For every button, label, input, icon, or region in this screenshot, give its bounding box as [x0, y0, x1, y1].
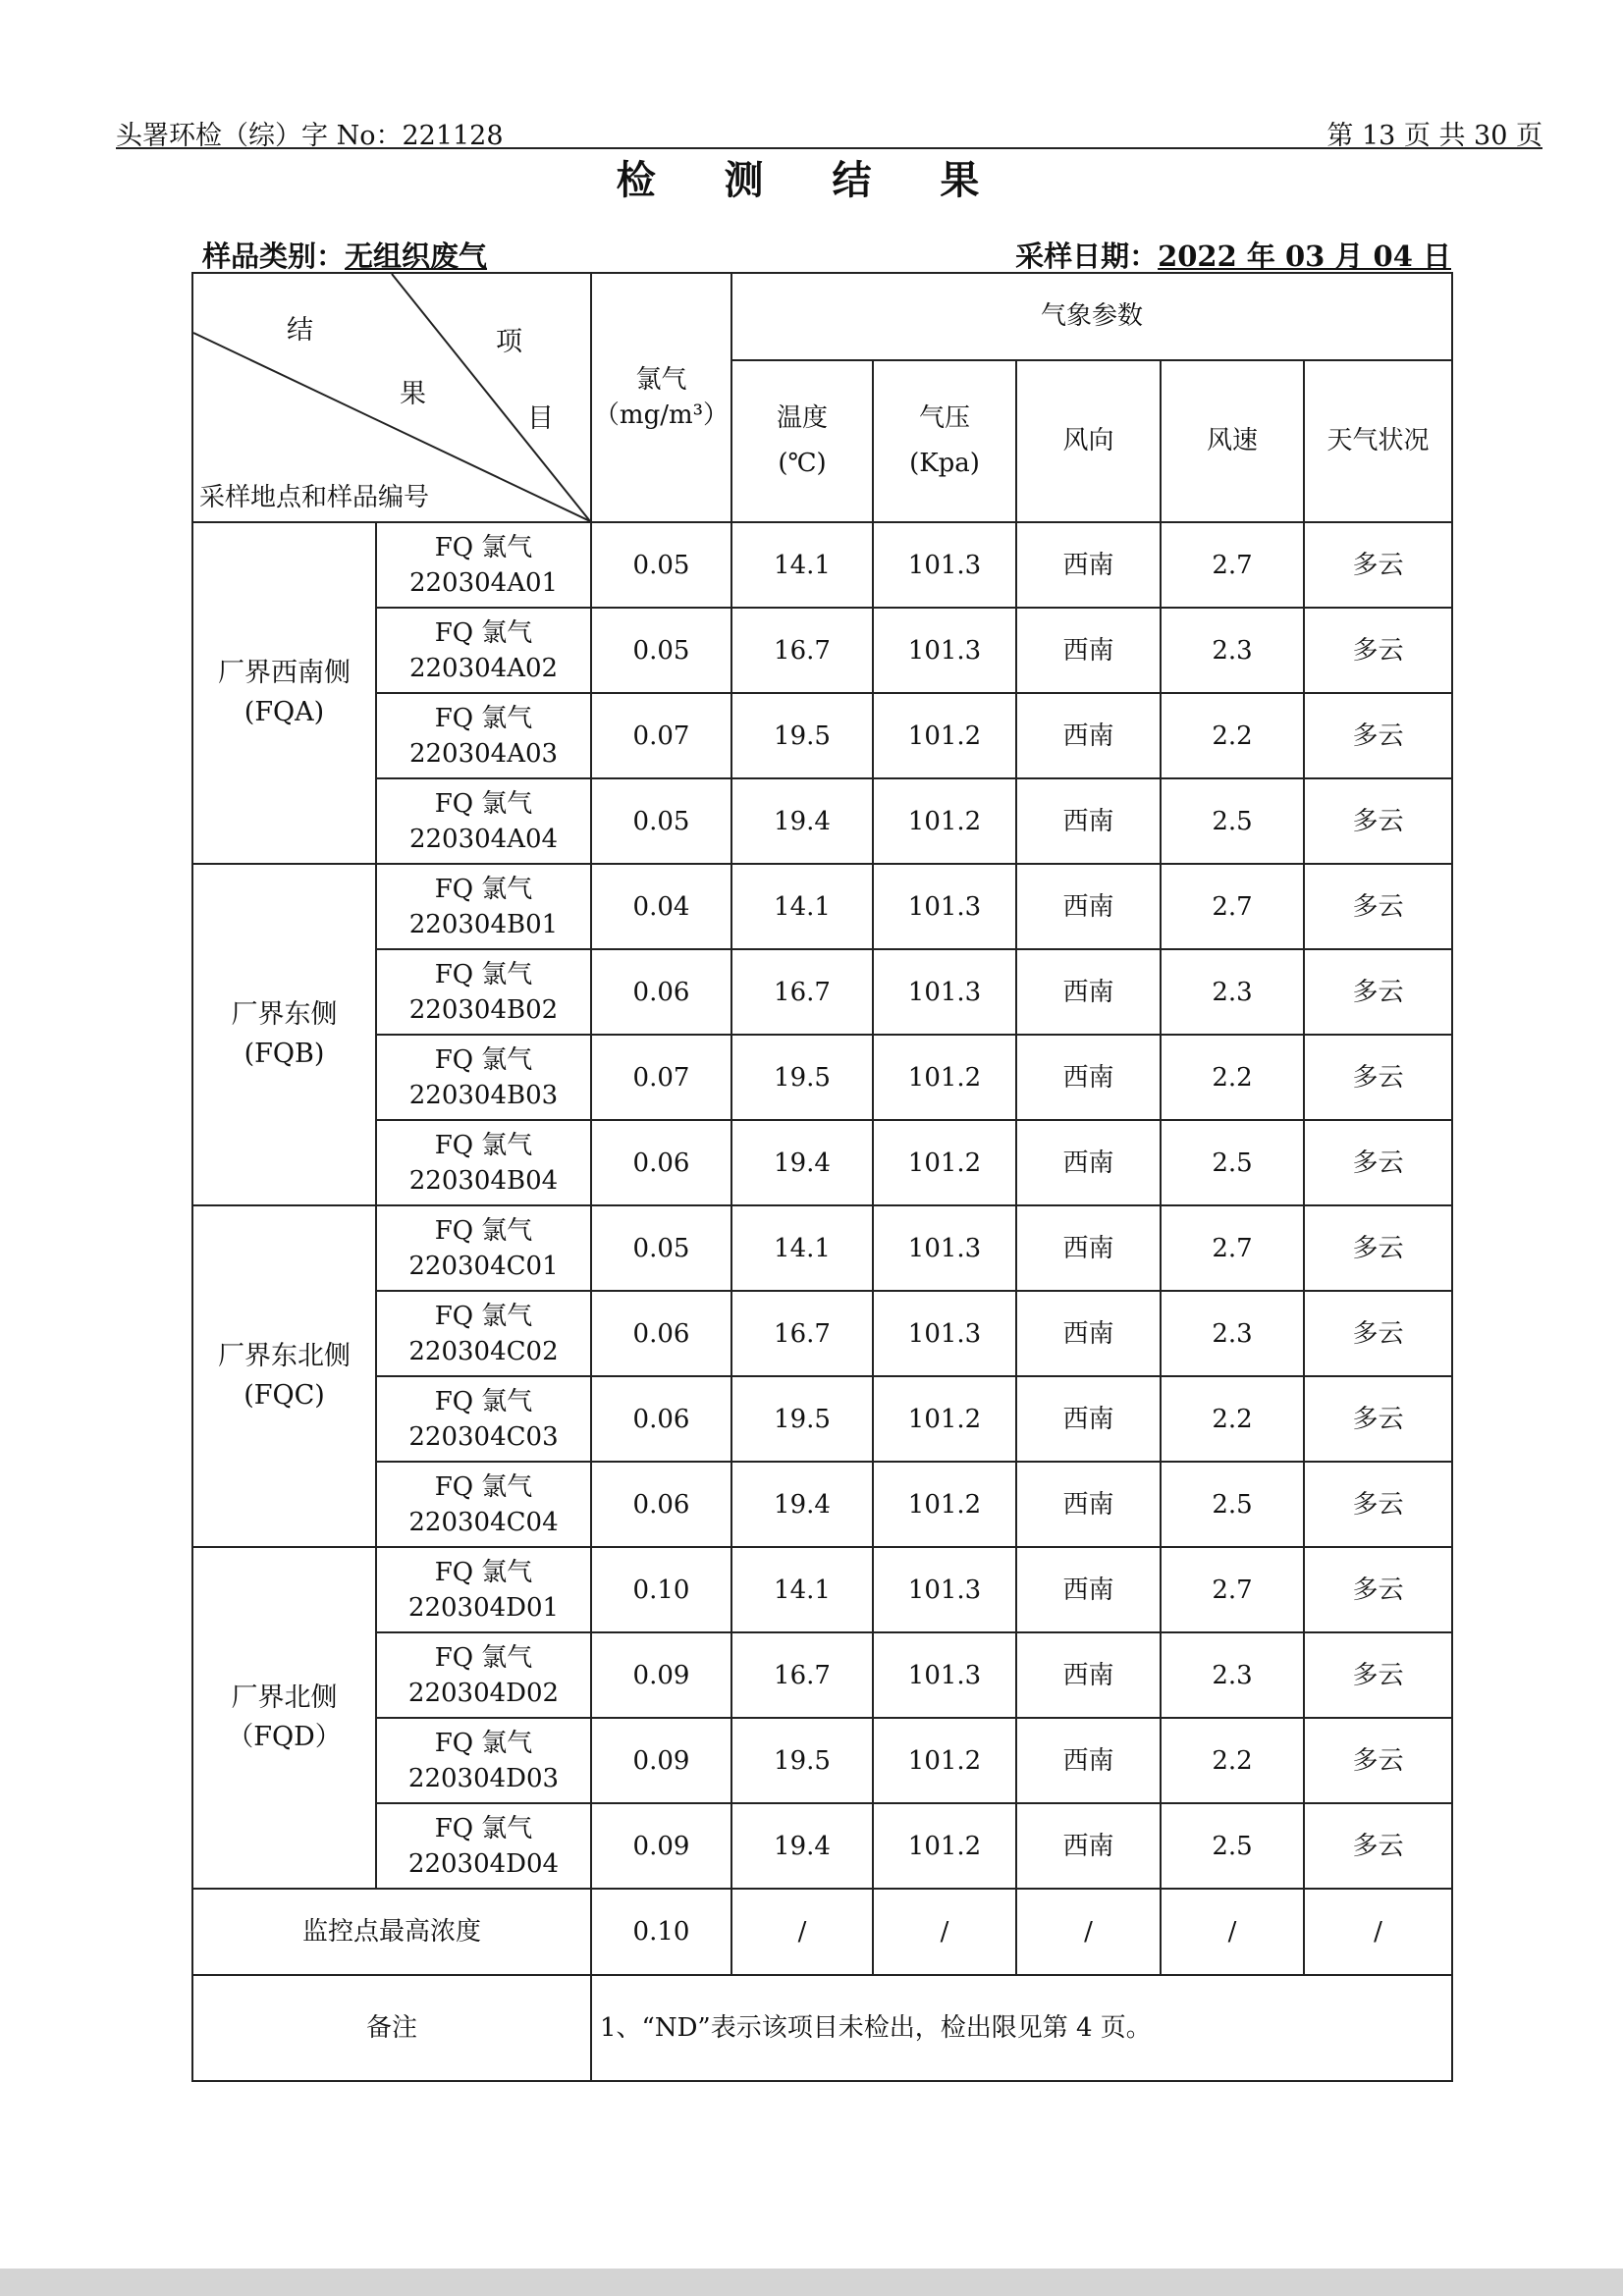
remark-row — [192, 1975, 1452, 2081]
chlorine-cell: 0.05 — [591, 1205, 731, 1291]
location-code: （FQD） — [227, 1722, 342, 1752]
sample-cell — [376, 1035, 591, 1120]
sample-date — [1015, 235, 1451, 275]
weather-cell: 多云 — [1304, 1632, 1452, 1718]
sample-id: 220304A04 — [408, 824, 559, 854]
weather-cell: 多云 — [1304, 778, 1452, 864]
temperature-cell: 19.5 — [731, 1718, 873, 1803]
temperature-cell: 16.7 — [731, 1632, 873, 1718]
sample-name: FQ 氯气 — [434, 1130, 533, 1160]
pressure-cell: 101.3 — [873, 1291, 1016, 1376]
temperature-cell: 16.7 — [731, 949, 873, 1035]
wind-direction-cell: 西南 — [1016, 1205, 1161, 1291]
table-row — [192, 1632, 1452, 1718]
weather-cell: 多云 — [1304, 1291, 1452, 1376]
sample-id: 220304A02 — [408, 653, 559, 683]
sample-id: 220304D03 — [407, 1763, 560, 1793]
table-row — [192, 522, 1452, 608]
weather-cell: 多云 — [1304, 1035, 1452, 1120]
location-name: 厂界北侧 — [231, 1682, 338, 1713]
location-code: (FQB) — [243, 1039, 325, 1069]
temperature-cell: 14.1 — [731, 522, 873, 608]
table-row — [192, 778, 1452, 864]
chlorine-cell: 0.10 — [591, 1547, 731, 1632]
table-row — [192, 1205, 1452, 1291]
sample-id: 220304B02 — [408, 994, 559, 1025]
weather-cell: 多云 — [1304, 522, 1452, 608]
wind-speed-cell: 2.3 — [1161, 1632, 1304, 1718]
chlorine-cell: 0.06 — [591, 1376, 731, 1462]
chlorine-cell: 0.05 — [591, 778, 731, 864]
temperature-header-name: 温度 — [776, 403, 828, 434]
temperature-cell: 19.4 — [731, 1462, 873, 1547]
pressure-cell: 101.2 — [873, 778, 1016, 864]
table-row — [192, 864, 1452, 949]
pressure-cell: 101.2 — [873, 1376, 1016, 1462]
wind-direction-cell: 西南 — [1016, 1803, 1161, 1889]
sample-date-value: 2022 年 03 月 04 日 — [1158, 240, 1451, 273]
wind-direction-cell: 西南 — [1016, 1547, 1161, 1632]
wind-speed-cell: 2.2 — [1161, 1376, 1304, 1462]
corner-label-fruit: 果 — [400, 379, 426, 409]
weather-cell: 多云 — [1304, 608, 1452, 693]
sample-cell — [376, 693, 591, 778]
sample-name: FQ 氯气 — [434, 874, 533, 904]
weather-cell: 多云 — [1304, 864, 1452, 949]
sample-cell — [376, 1803, 591, 1889]
table-row — [192, 1462, 1452, 1547]
weather-cell: 多云 — [1304, 1462, 1452, 1547]
sample-name: FQ 氯气 — [434, 617, 533, 648]
location-code: (FQA) — [243, 697, 325, 727]
pressure-cell: 101.3 — [873, 864, 1016, 949]
sample-cell — [376, 949, 591, 1035]
sample-type-label: 样品类别： — [202, 240, 346, 273]
table-row — [192, 1376, 1452, 1462]
wind-direction-cell: 西南 — [1016, 693, 1161, 778]
table-row — [192, 1291, 1452, 1376]
pressure-header-unit: (Kpa) — [909, 449, 980, 479]
location-group-cell — [192, 1547, 376, 1889]
results-table-container — [191, 272, 1451, 2082]
weather-cell: 多云 — [1304, 1803, 1452, 1889]
temperature-cell: 16.7 — [731, 1291, 873, 1376]
scan-bottom-edge — [0, 2269, 1623, 2296]
chlorine-cell: 0.06 — [591, 1120, 731, 1205]
sample-cell — [376, 608, 591, 693]
pressure-header-name: 气压 — [918, 403, 970, 434]
sample-name: FQ 氯气 — [434, 1044, 533, 1075]
remark-label: 备注 — [192, 1975, 591, 2081]
weather-header: 气象参数 — [731, 273, 1452, 360]
sample-name: FQ 氯气 — [434, 532, 533, 562]
sample-cell — [376, 778, 591, 864]
sample-name: FQ 氯气 — [434, 1301, 533, 1331]
pressure-cell: 101.3 — [873, 522, 1016, 608]
pressure-cell: 101.3 — [873, 949, 1016, 1035]
wind-direction-cell: 西南 — [1016, 1291, 1161, 1376]
weather-cell: 多云 — [1304, 1547, 1452, 1632]
corner-label-mu: 目 — [527, 403, 554, 434]
wind-direction-cell: 西南 — [1016, 1462, 1161, 1547]
chlorine-cell: 0.09 — [591, 1718, 731, 1803]
wind-direction-cell: 西南 — [1016, 522, 1161, 608]
page-info: 第 13 页 共 30 页 — [1326, 121, 1542, 151]
report-number: 头署环检（综）字 No：221128 — [116, 121, 504, 151]
chlorine-cell: 0.05 — [591, 608, 731, 693]
sample-name: FQ 氯气 — [434, 1557, 533, 1587]
chlorine-cell: 0.06 — [591, 1462, 731, 1547]
corner-header-cell — [192, 273, 591, 522]
wind-direction-cell: 西南 — [1016, 949, 1161, 1035]
wind-speed-cell: 2.5 — [1161, 1120, 1304, 1205]
location-group-cell — [192, 522, 376, 864]
sample-id: 220304A01 — [408, 567, 559, 598]
location-name: 厂界东北侧 — [218, 1341, 351, 1371]
chlorine-cell: 0.07 — [591, 693, 731, 778]
pressure-cell: 101.2 — [873, 1462, 1016, 1547]
chlorine-header-name: 氯气 — [635, 365, 687, 395]
wind-direction-cell: 西南 — [1016, 1632, 1161, 1718]
sample-cell — [376, 1376, 591, 1462]
sample-id: 220304B01 — [408, 909, 559, 939]
pressure-cell: 101.2 — [873, 1120, 1016, 1205]
weather-cell: 多云 — [1304, 693, 1452, 778]
sample-id: 220304B03 — [408, 1080, 559, 1110]
pressure-header — [873, 360, 1016, 522]
chlorine-cell: 0.09 — [591, 1803, 731, 1889]
max-row-wind-speed: / — [1161, 1889, 1304, 1975]
weather-cell: 多云 — [1304, 1718, 1452, 1803]
pressure-cell: 101.2 — [873, 1718, 1016, 1803]
table-row — [192, 1718, 1452, 1803]
temperature-cell: 14.1 — [731, 1547, 873, 1632]
sample-cell — [376, 1291, 591, 1376]
remark-text: 1、“ND”表示该项目未检出，检出限见第 4 页。 — [591, 1975, 1452, 2081]
sample-name: FQ 氯气 — [434, 1215, 533, 1246]
sample-cell — [376, 1120, 591, 1205]
results-table — [191, 272, 1453, 2082]
pressure-cell: 101.3 — [873, 1632, 1016, 1718]
corner-label-location: 采样地点和样品编号 — [199, 483, 430, 512]
location-name: 厂界东侧 — [231, 999, 338, 1030]
sample-id: 220304C02 — [408, 1336, 559, 1366]
sample-id: 220304C03 — [408, 1421, 559, 1452]
chlorine-cell: 0.09 — [591, 1632, 731, 1718]
wind-speed-cell: 2.5 — [1161, 1803, 1304, 1889]
chlorine-cell: 0.06 — [591, 949, 731, 1035]
max-row-label: 监控点最高浓度 — [192, 1889, 591, 1975]
pressure-cell: 101.2 — [873, 1803, 1016, 1889]
max-row-pressure: / — [873, 1889, 1016, 1975]
table-row — [192, 608, 1452, 693]
sample-id: 220304D01 — [407, 1592, 560, 1623]
wind-speed-cell: 2.7 — [1161, 1205, 1304, 1291]
table-row — [192, 1120, 1452, 1205]
sample-id: 220304D02 — [407, 1678, 560, 1708]
max-row-wind-direction: / — [1016, 1889, 1161, 1975]
temperature-cell: 19.4 — [731, 1120, 873, 1205]
results-body — [192, 522, 1452, 1889]
wind-direction-cell: 西南 — [1016, 1718, 1161, 1803]
pressure-cell: 101.2 — [873, 693, 1016, 778]
sample-name: FQ 氯气 — [434, 1386, 533, 1416]
temperature-cell: 16.7 — [731, 608, 873, 693]
table-row — [192, 1547, 1452, 1632]
wind-speed-cell: 2.7 — [1161, 522, 1304, 608]
table-row — [192, 949, 1452, 1035]
wind-direction-cell: 西南 — [1016, 864, 1161, 949]
wind-direction-cell: 西南 — [1016, 1376, 1161, 1462]
weather-cell: 多云 — [1304, 1376, 1452, 1462]
sample-id: 220304D04 — [407, 1848, 560, 1879]
sample-name: FQ 氯气 — [434, 703, 533, 733]
sample-cell — [376, 1718, 591, 1803]
sample-cell — [376, 1547, 591, 1632]
temperature-cell: 19.4 — [731, 1803, 873, 1889]
wind-speed-cell: 2.7 — [1161, 1547, 1304, 1632]
wind-speed-header: 风速 — [1161, 360, 1304, 522]
wind-speed-cell: 2.3 — [1161, 949, 1304, 1035]
max-row-temperature: / — [731, 1889, 873, 1975]
wind-direction-cell: 西南 — [1016, 608, 1161, 693]
sample-name: FQ 氯气 — [434, 959, 533, 989]
sample-type-value: 无组织废气 — [345, 240, 488, 273]
temperature-header-unit: (℃) — [778, 449, 827, 479]
temperature-cell: 14.1 — [731, 864, 873, 949]
weather-condition-header: 天气状况 — [1304, 360, 1452, 522]
max-row-weather: / — [1304, 1889, 1452, 1975]
wind-direction-cell: 西南 — [1016, 1035, 1161, 1120]
chlorine-cell: 0.04 — [591, 864, 731, 949]
sample-cell — [376, 1632, 591, 1718]
wind-direction-header: 风向 — [1016, 360, 1161, 522]
pressure-cell: 101.3 — [873, 1547, 1016, 1632]
table-row — [192, 693, 1452, 778]
corner-label-item: 项 — [496, 327, 522, 357]
sample-id: 220304C04 — [408, 1507, 559, 1537]
location-name: 厂界西南侧 — [218, 658, 351, 688]
sample-cell — [376, 864, 591, 949]
sample-name: FQ 氯气 — [434, 1471, 533, 1502]
location-group-cell — [192, 864, 376, 1205]
table-row — [192, 1803, 1452, 1889]
chlorine-cell: 0.06 — [591, 1291, 731, 1376]
table-row — [192, 1035, 1452, 1120]
sample-name: FQ 氯气 — [434, 1642, 533, 1673]
temperature-header — [731, 360, 873, 522]
sample-id: 220304B04 — [408, 1165, 559, 1196]
wind-speed-cell: 2.3 — [1161, 608, 1304, 693]
sample-name: FQ 氯气 — [434, 1813, 533, 1843]
location-group-cell — [192, 1205, 376, 1547]
chlorine-header — [591, 273, 731, 522]
pressure-cell: 101.2 — [873, 1035, 1016, 1120]
wind-direction-cell: 西南 — [1016, 1120, 1161, 1205]
temperature-cell: 19.5 — [731, 693, 873, 778]
max-concentration-row — [192, 1889, 1452, 1975]
temperature-cell: 19.5 — [731, 1376, 873, 1462]
weather-cell: 多云 — [1304, 949, 1452, 1035]
wind-speed-cell: 2.2 — [1161, 1718, 1304, 1803]
max-row-chlorine: 0.10 — [591, 1889, 731, 1975]
chlorine-header-unit: （mg/m³） — [593, 400, 730, 430]
wind-direction-cell: 西南 — [1016, 778, 1161, 864]
pressure-cell: 101.3 — [873, 1205, 1016, 1291]
wind-speed-cell: 2.2 — [1161, 693, 1304, 778]
sample-cell — [376, 1462, 591, 1547]
wind-speed-cell: 2.3 — [1161, 1291, 1304, 1376]
weather-cell: 多云 — [1304, 1205, 1452, 1291]
sample-id: 220304A03 — [408, 738, 559, 769]
sample-cell — [376, 522, 591, 608]
document-title: 检 测 结 果 — [616, 157, 1007, 203]
sample-type — [202, 235, 487, 275]
corner-label-result: 结 — [287, 315, 313, 346]
wind-speed-cell: 2.2 — [1161, 1035, 1304, 1120]
location-code: (FQC) — [243, 1380, 325, 1411]
temperature-cell: 19.5 — [731, 1035, 873, 1120]
sample-date-label: 采样日期： — [1015, 240, 1159, 273]
wind-speed-cell: 2.5 — [1161, 1462, 1304, 1547]
sample-cell — [376, 1205, 591, 1291]
pressure-cell: 101.3 — [873, 608, 1016, 693]
sample-id: 220304C01 — [408, 1251, 559, 1281]
sample-name: FQ 氯气 — [434, 1728, 533, 1758]
chlorine-cell: 0.05 — [591, 522, 731, 608]
wind-speed-cell: 2.7 — [1161, 864, 1304, 949]
temperature-cell: 14.1 — [731, 1205, 873, 1291]
chlorine-cell: 0.07 — [591, 1035, 731, 1120]
sample-name: FQ 氯气 — [434, 788, 533, 819]
wind-speed-cell: 2.5 — [1161, 778, 1304, 864]
temperature-cell: 19.4 — [731, 778, 873, 864]
weather-cell: 多云 — [1304, 1120, 1452, 1205]
